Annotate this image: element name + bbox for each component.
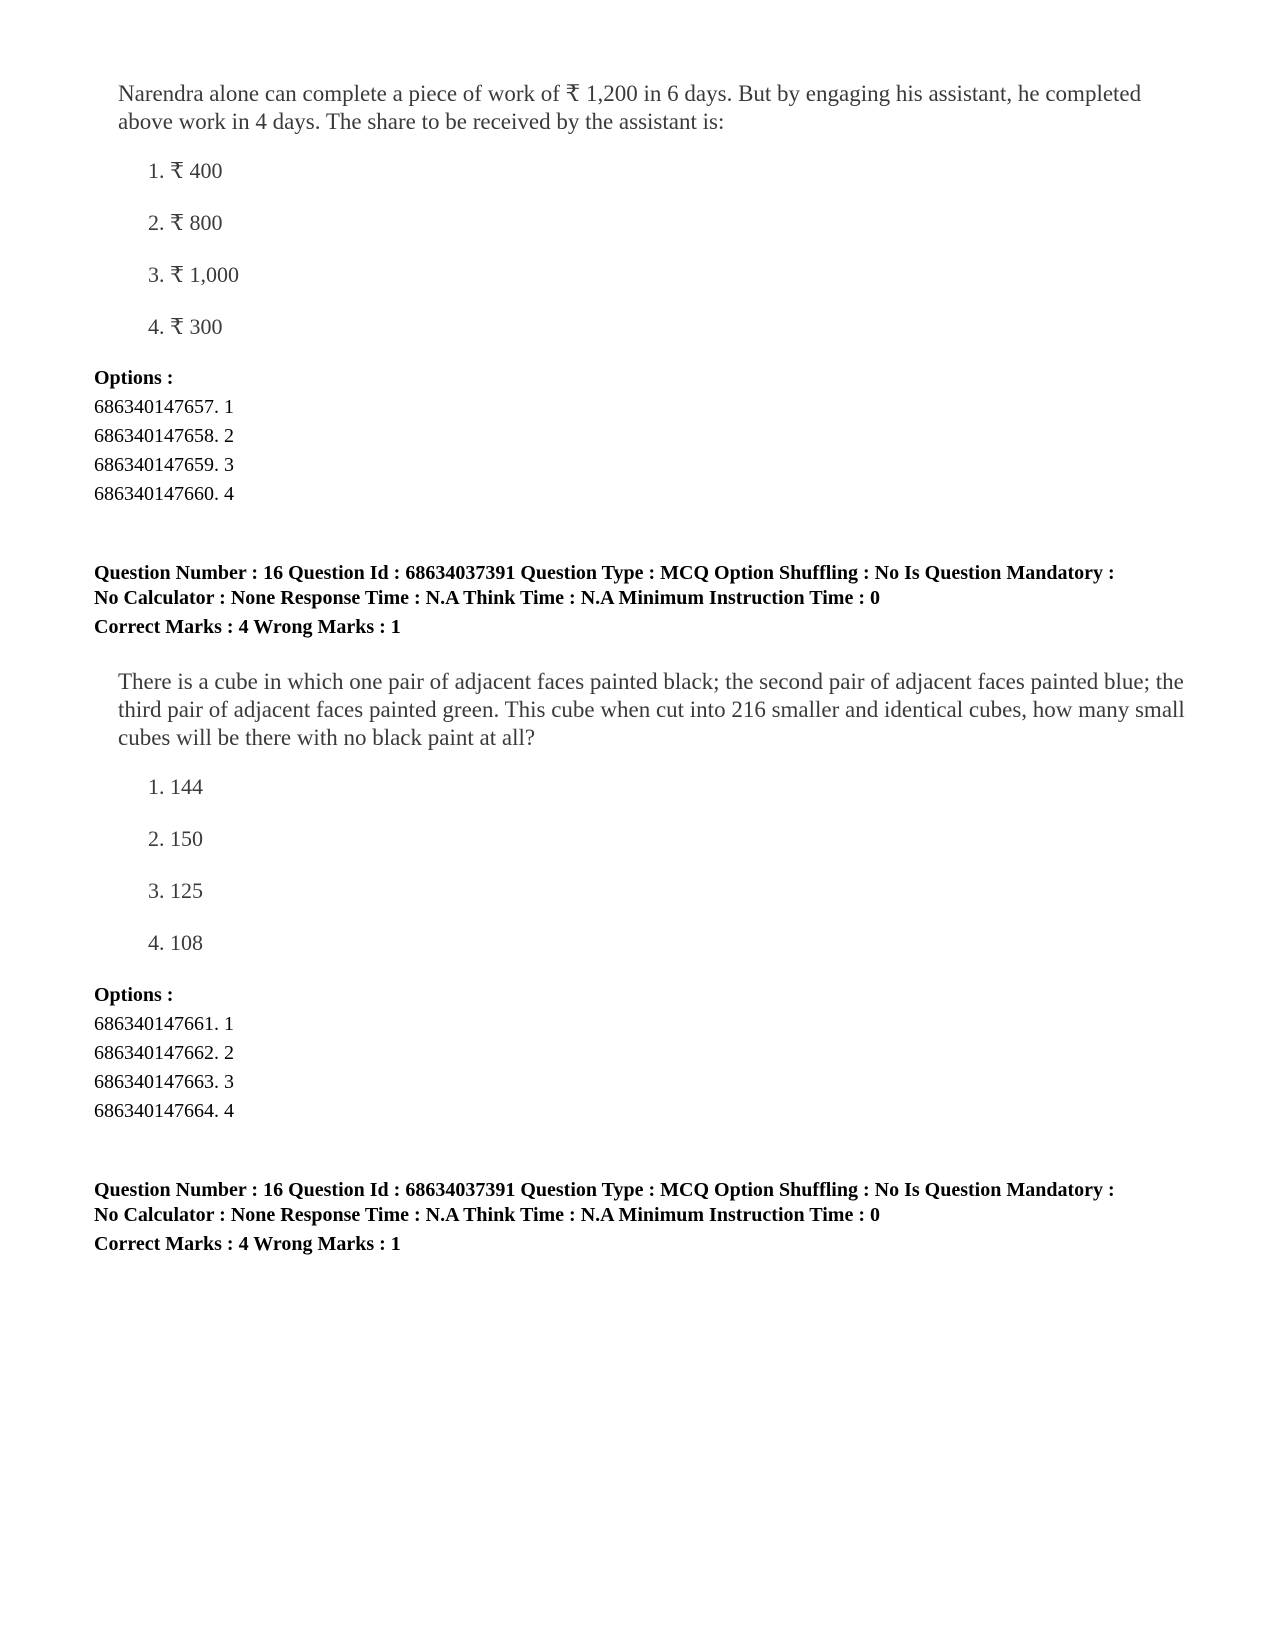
question-16-options [94,981,234,1126]
option-id: 686340147657. 1 [94,396,234,418]
question-15-choice-3: 3. ₹ 1,000 [148,262,239,287]
marks-line: Correct Marks : 4 Wrong Marks : 1 [94,616,401,638]
question-meta-line: Question Number : 16 Question Id : 68634037391 Question Type : MCQ Option Shuffling : No Is Question Mandatory : [94,1179,1115,1201]
option-id: 686340147658. 2 [94,425,234,447]
question-16-choice-3: 3. 125 [148,878,203,903]
option-id: 686340147663. 3 [94,1071,234,1093]
question-15-block [118,80,1198,360]
options-heading: Options : [94,367,174,389]
question-16-choice-1: 1. 144 [148,774,203,799]
question-15-choice-1: 1. ₹ 400 [148,158,223,183]
question-16-meta [94,561,1214,640]
question-meta-line: No Calculator : None Response Time : N.A Think Time : N.A Minimum Instruction Time : 0 [94,587,880,609]
marks-line: Correct Marks : 4 Wrong Marks : 1 [94,1233,401,1255]
question-16-block [118,668,1198,958]
question-17-meta [94,1178,1214,1257]
question-meta-line: No Calculator : None Response Time : N.A Think Time : N.A Minimum Instruction Time : 0 [94,1204,880,1226]
option-id: 686340147661. 1 [94,1013,234,1035]
question-15-text: Narendra alone can complete a piece of work of ₹ 1,200 in 6 days. But by engaging his assistant, he completed above work in 4 days. The share to be received by the assistant is: [118,81,1142,134]
question-15-choice-4: 4. ₹ 300 [148,314,223,339]
option-id: 686340147664. 4 [94,1100,234,1122]
question-16-text: There is a cube in which one pair of adjacent faces painted black; the second pair of adjacent faces painted blue; the third pair of adjacent faces painted green. This cube when cut into 216 smaller and identical cubes, how many small cubes will be there with no black paint at all? [118,669,1185,750]
question-meta-line: Question Number : 16 Question Id : 68634037391 Question Type : MCQ Option Shuffling : No Is Question Mandatory : [94,562,1115,584]
question-15-options [94,364,234,509]
option-id: 686340147662. 2 [94,1042,234,1064]
question-15-choice-2: 2. ₹ 800 [148,210,223,235]
question-16-choice-2: 2. 150 [148,826,203,851]
options-heading: Options : [94,984,174,1006]
option-id: 686340147659. 3 [94,454,234,476]
question-16-choice-4: 4. 108 [148,930,203,955]
option-id: 686340147660. 4 [94,483,234,505]
